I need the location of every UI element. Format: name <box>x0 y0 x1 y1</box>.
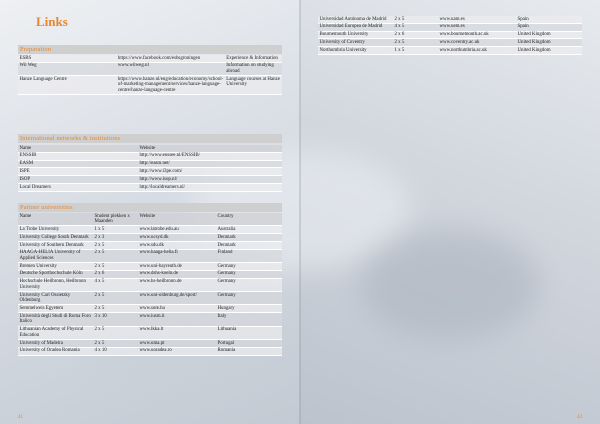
cell-website[interactable]: www.lkka.lt <box>138 326 216 339</box>
table-row <box>18 234 282 242</box>
cell-website[interactable]: www.uni-oldenburg.de/sport/ <box>138 292 216 305</box>
table-row <box>18 62 282 75</box>
background-photo-shade <box>360 230 540 340</box>
cell-places: 1 x 5 <box>393 47 438 55</box>
cell-website[interactable]: www.uni-bayreuth.de <box>138 263 216 271</box>
table-row <box>18 313 282 326</box>
cell-country: United Kingdom <box>516 47 582 55</box>
cell-name: Bournemouth University <box>318 31 393 39</box>
cell-name: ESBS <box>18 55 116 62</box>
cell-places: 2 x 5 <box>93 326 138 339</box>
cell-country: Germany <box>216 270 282 278</box>
cell-website[interactable]: www.uoradea.ro <box>138 347 216 355</box>
cell-country: Romania <box>216 347 282 355</box>
cell-website[interactable]: http://www.i3pe.com/ <box>138 168 282 176</box>
table-row <box>18 292 282 305</box>
table-row <box>318 47 582 55</box>
cell-name: Bremen University <box>18 263 93 271</box>
cell-website[interactable]: www.hs-heilbronn.de <box>138 278 216 291</box>
cell-name: Università degli Studi di Roma Foro Italico <box>18 313 93 326</box>
column-header-website: Website <box>138 213 216 226</box>
cell-places: 2 x 5 <box>393 39 438 47</box>
cell-places: 2 x 5 <box>93 263 138 271</box>
column-header-places: Student plekken x Maanden <box>93 213 138 226</box>
cell-name: Local Dreamers <box>18 183 138 191</box>
table-row <box>18 270 282 278</box>
cell-name: Deutsche Sporthochschule Köln <box>18 270 93 278</box>
cell-places: 2 x 5 <box>93 339 138 347</box>
cell-name: University Carl Ossietzky Oldenburg <box>18 292 93 305</box>
cell-places: 4 x 5 <box>93 278 138 291</box>
cell-website[interactable]: https://www.hanze.nl/eng/education/economy/school-of-marketing-management/services/hanze-language-centre/hanze-language-centre <box>117 76 224 93</box>
table-row <box>18 278 282 291</box>
table-row <box>318 23 582 31</box>
page-number-left: 41 <box>18 415 23 420</box>
cell-name: La Trobe University <box>18 226 93 234</box>
cell-country: Germany <box>216 278 282 291</box>
column-header-website: Website <box>138 145 282 152</box>
cell-name: Universidad Autónoma de Madrid <box>318 16 393 23</box>
cell-name: University of Oradea Romania <box>18 347 93 355</box>
cell-website[interactable]: www.wilweg.nl <box>116 62 224 75</box>
cell-name: ISPE <box>18 168 138 176</box>
cell-country: Denmark <box>216 234 282 242</box>
cell-places: 2 x 5 <box>93 249 138 262</box>
cell-country: Portugal <box>216 339 282 347</box>
cell-country: United Kingdom <box>516 31 582 39</box>
table-row <box>18 263 282 271</box>
table-row <box>18 241 282 249</box>
cell-website[interactable]: http://easm.net/ <box>138 160 282 168</box>
cell-website[interactable]: www.sote.hu <box>138 305 216 313</box>
cell-places: 4 x 10 <box>93 347 138 355</box>
partner-universities-table <box>18 213 282 356</box>
cell-country: Lithuania <box>216 326 282 339</box>
table-row <box>18 249 282 262</box>
cell-name: Northumbria University <box>318 47 393 55</box>
cell-country: Finland <box>216 249 282 262</box>
table-row <box>18 326 282 339</box>
cell-places: 2 x 5 <box>93 292 138 305</box>
cell-name: Semmelweis Egyetem <box>18 305 93 313</box>
column-header-name: Name <box>18 213 93 226</box>
cell-country: Denmark <box>216 241 282 249</box>
cell-website[interactable]: www.coventry.ac.uk <box>438 39 516 47</box>
section-heading-partners: Partner universities <box>18 203 282 212</box>
table-row <box>18 160 282 168</box>
table-row <box>18 305 282 313</box>
table-row <box>18 339 282 347</box>
cell-name: Hanze Language Centre <box>18 76 116 95</box>
table-row <box>18 168 282 176</box>
cell-country: Germany <box>216 292 282 305</box>
cell-places: 2 x 6 <box>393 31 438 39</box>
cell-website[interactable]: www.haaga-helia.fi <box>138 249 216 262</box>
cell-website[interactable]: https://www.facebook.com/esbsgroningen <box>116 55 224 62</box>
cell-country: Germany <box>216 263 282 271</box>
table-row <box>18 176 282 184</box>
cell-places: 2 x 5 <box>93 241 138 249</box>
cell-name: Hochschule Heilbronn, Heilbronn University <box>18 278 93 291</box>
section-heading-preparation: Preparation <box>18 45 282 54</box>
cell-places: 3 x 10 <box>93 313 138 326</box>
preparation-table <box>18 55 282 95</box>
table-row <box>18 55 282 62</box>
table-row <box>318 16 582 23</box>
cell-website[interactable]: http://www.enssee.nl/ENSSIB/ <box>138 152 282 160</box>
table-row <box>18 183 282 191</box>
cell-name: University College South Denmark <box>18 234 93 242</box>
cell-website[interactable]: http://www.isop.nl/ <box>138 176 282 184</box>
cell-places: 2 x 3 <box>93 234 138 242</box>
cell-name: ENSSIB <box>18 152 138 160</box>
table-row <box>18 226 282 234</box>
cell-note: Experience & Information <box>225 55 282 62</box>
cell-website[interactable]: www.uma.pt <box>138 339 216 347</box>
page-title: Links <box>36 14 68 29</box>
page-number-right: 42 <box>577 415 582 420</box>
cell-name: University of Coventry <box>318 39 393 47</box>
cell-name: EASM <box>18 160 138 168</box>
cell-name: Lithuanian Academy of Physical Education <box>18 326 93 339</box>
cell-website[interactable]: www.northumbria.ac.uk <box>438 47 516 55</box>
cell-name: University of Southern Denmark <box>18 241 93 249</box>
section-heading-international: International networks & institutions <box>18 134 282 143</box>
cell-places: 1 x 5 <box>93 226 138 234</box>
cell-website[interactable]: www.sdu.dk <box>138 241 216 249</box>
column-header-country: Country <box>216 213 282 226</box>
cell-country: Australia <box>216 226 282 234</box>
page-spine <box>299 0 301 424</box>
cell-website[interactable]: www.iusm.it <box>138 313 216 326</box>
cell-website[interactable]: www.uam.es <box>438 16 516 23</box>
cell-country: Italy <box>216 313 282 326</box>
cell-country: United Kingdom <box>516 39 582 47</box>
cell-website[interactable]: www.bournemouth.ac.uk <box>438 31 516 39</box>
cell-name: ISOP <box>18 176 138 184</box>
cell-note: Information on studying abroad <box>225 62 282 75</box>
cell-name: University of Madeira <box>18 339 93 347</box>
table-row <box>18 76 282 95</box>
cell-country: Spain <box>516 16 582 23</box>
cell-places: 2 x 5 <box>393 16 438 23</box>
cell-places: 2 x 5 <box>93 305 138 313</box>
international-table <box>18 145 282 192</box>
partner-universities-table-continued <box>318 16 582 55</box>
cell-country: Spain <box>516 23 582 31</box>
column-header-name: Name <box>18 145 138 152</box>
cell-country: Hungary <box>216 305 282 313</box>
table-row <box>318 39 582 47</box>
cell-places: 4 x 5 <box>393 23 438 31</box>
cell-name: Universidad Europea de Madrid <box>318 23 393 31</box>
table-row <box>18 347 282 355</box>
table-row <box>318 31 582 39</box>
cell-website[interactable]: www.dshs-koeln.de <box>138 270 216 278</box>
cell-website[interactable]: www.uem.es <box>438 23 516 31</box>
cell-website[interactable]: www.ucsyd.dk <box>138 234 216 242</box>
cell-website[interactable]: www.latrobe.edu.au <box>138 226 216 234</box>
cell-note: Language courses at Hanze University <box>225 76 282 95</box>
cell-website[interactable]: http://localdreamers.nl/ <box>138 183 282 191</box>
cell-name: Wil Weg <box>18 62 116 75</box>
table-row <box>18 152 282 160</box>
cell-places: 2 x 6 <box>93 270 138 278</box>
cell-name: HAAGA-HELIA University of Applied Sciences <box>18 249 93 262</box>
